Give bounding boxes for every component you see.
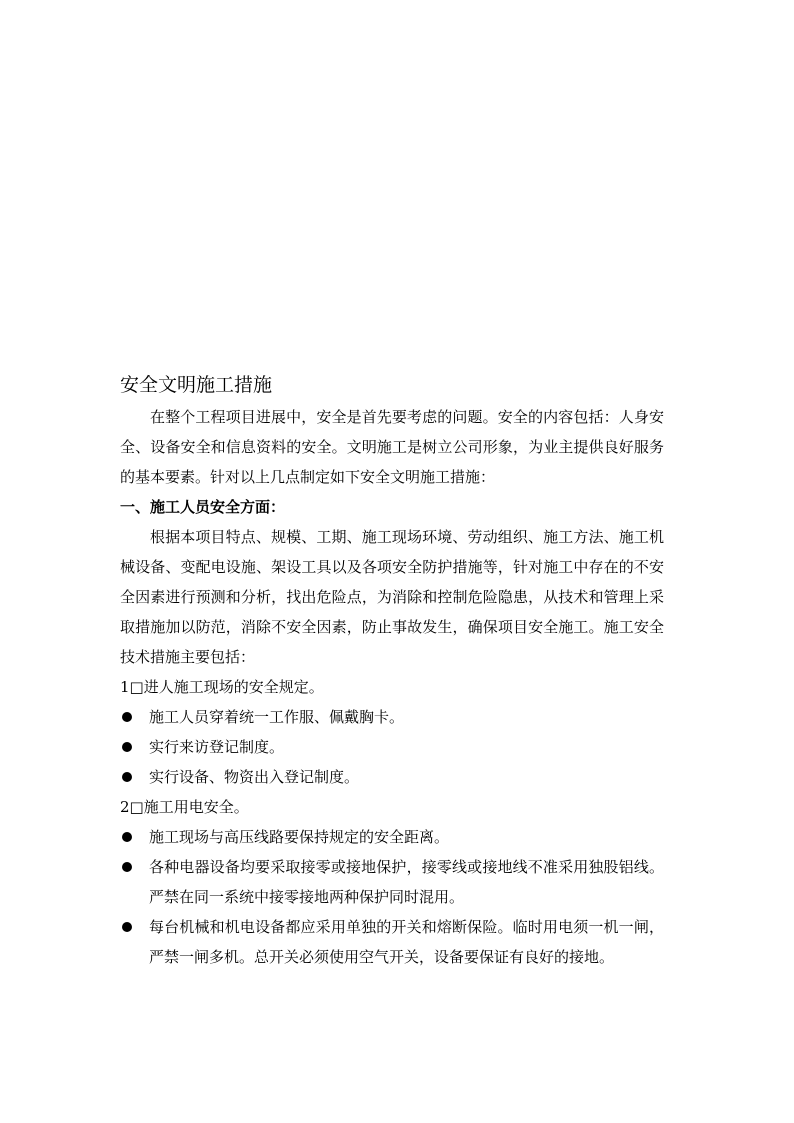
bullet-text: 施工现场与高压线路要保持规定的安全距离。 <box>149 828 450 846</box>
bullet-dot-icon <box>122 832 132 842</box>
list-item <box>120 852 664 912</box>
bullet-text: 每台机械和机电设备都应采用单独的开关和熔断保险。临时用电须一机一闸，严禁一闸多机。总开关必须使用空气开关，设备要保证有良好的接地。 <box>149 918 664 966</box>
bullet-dot-icon <box>122 862 132 872</box>
site-entry-bullet-list <box>120 702 664 792</box>
bullet-dot-icon <box>122 772 132 782</box>
section-body-paragraph: 根据本项目特点、规模、工期、施工现场环境、劳动组织、施工方法、施工机械设备、变配电设施、架设工具以及各项安全防护措施等，针对施工中存在的不安全因素进行预测和分析，找出危险点，为消除和控制危险隐患，从技术和管理上采取措施加以防范，消除不安全因素，防止事故发生，确保项目安全施工。施工安全技术措施主要包括： <box>120 528 664 666</box>
document-title: 安全文明施工措施 <box>120 374 273 396</box>
bullet-text: 各种电器设备均要采取接零或接地保护，接零线或接地线不准采用独股铝线。严禁在同一系统中接零接地两种保护同时混用。 <box>149 858 664 906</box>
bullet-dot-icon <box>122 742 132 752</box>
item-heading-electrical-safety: 2□施工用电安全。 <box>120 798 249 816</box>
item-heading-site-entry: 1□进人施工现场的安全规定。 <box>120 678 324 696</box>
list-item <box>120 912 664 972</box>
bullet-text: 实行设备、物资出入登记制度。 <box>149 768 360 786</box>
bullet-dot-icon <box>122 922 132 932</box>
electrical-safety-bullet-list <box>120 822 664 972</box>
bullet-text: 实行来访登记制度。 <box>149 738 285 756</box>
intro-paragraph: 在整个工程项目进展中，安全是首先要考虑的问题。安全的内容包括：人身安全、设备安全和信息资料的安全。文明施工是树立公司形象，为业主提供良好服务的基本要素。针对以上几点制定如下安全文明施工措施： <box>120 408 664 486</box>
bullet-dot-icon <box>122 712 132 722</box>
list-item <box>120 702 664 732</box>
section-heading-personnel-safety: 一、施工人员安全方面： <box>120 498 286 516</box>
document-page <box>120 370 664 972</box>
bullet-text: 施工人员穿着统一工作服、佩戴胸卡。 <box>149 708 405 726</box>
list-item <box>120 822 664 852</box>
list-item <box>120 732 664 762</box>
list-item <box>120 762 664 792</box>
